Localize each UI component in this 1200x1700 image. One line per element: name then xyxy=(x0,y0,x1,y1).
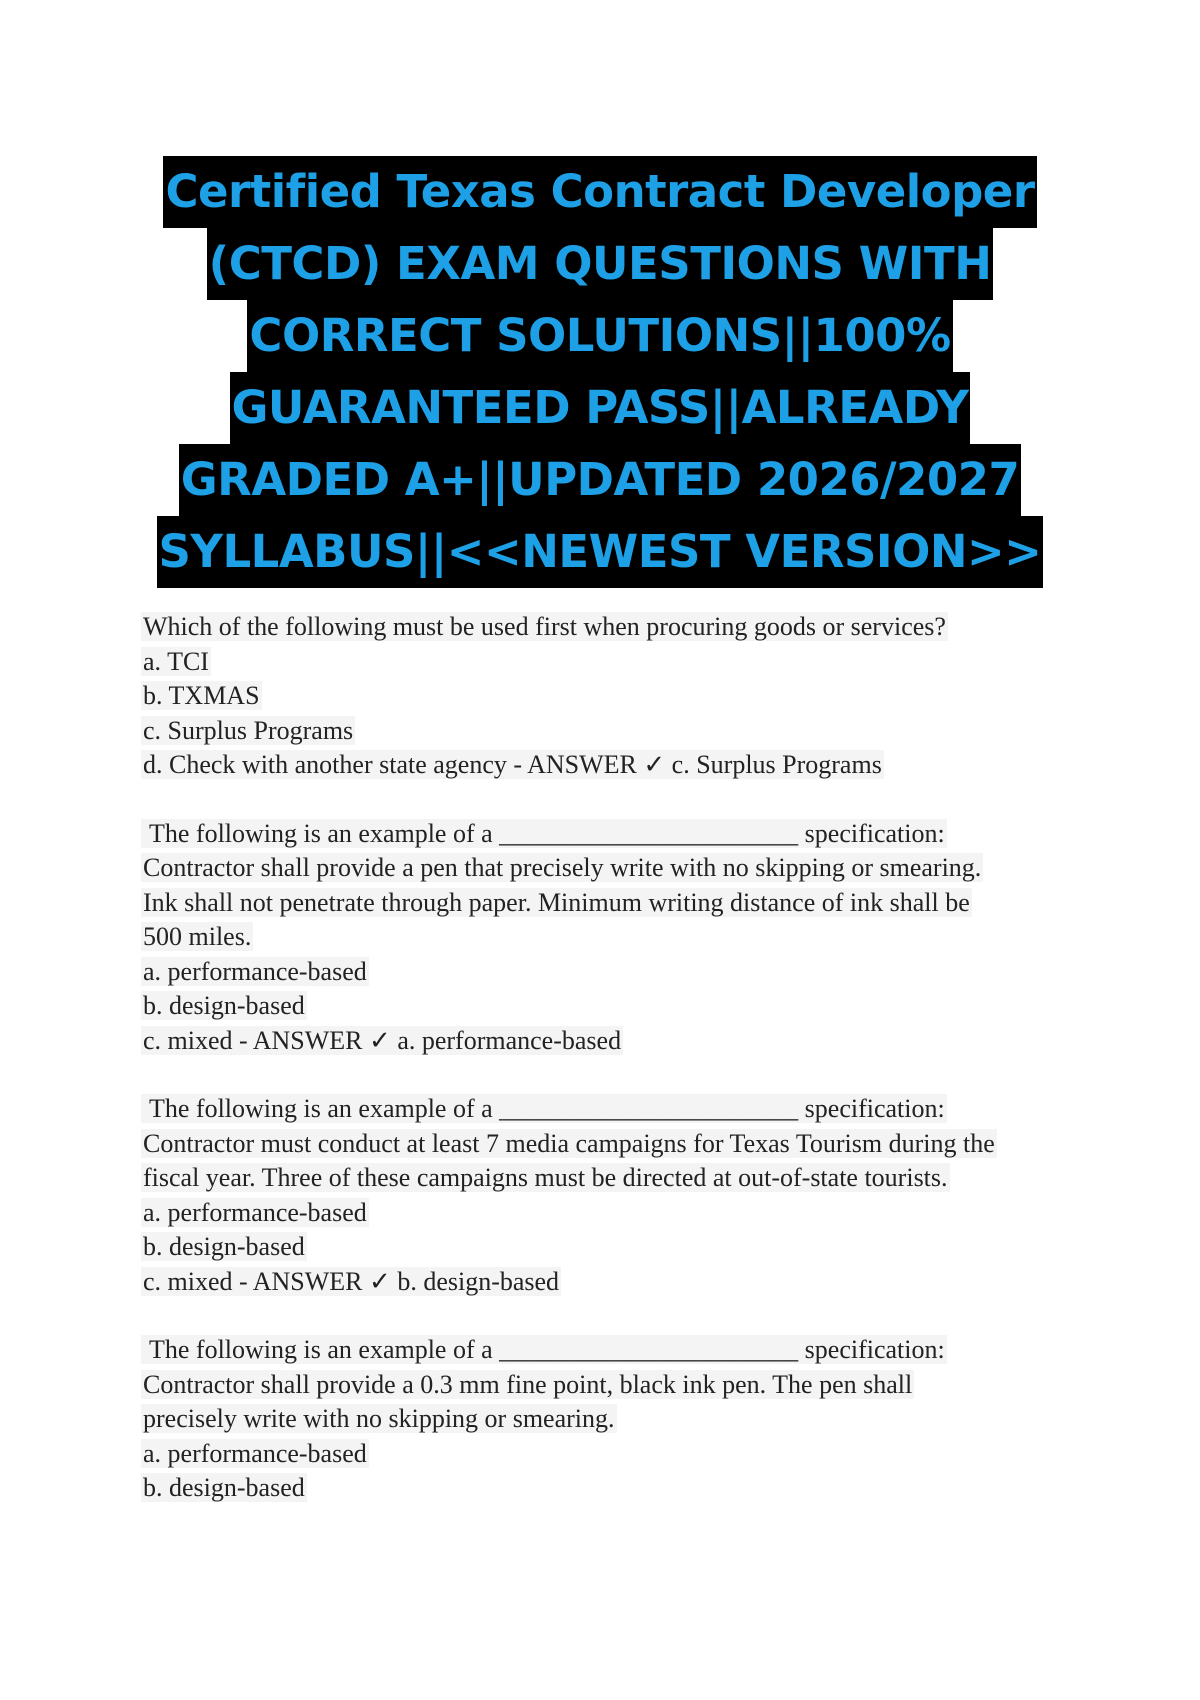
title-line: GUARANTEED PASS||ALREADY xyxy=(0,372,1200,444)
question-3 xyxy=(141,1092,1081,1299)
answer-option-with-answer: c. mixed - ANSWER ✓ b. design-based xyxy=(143,1266,560,1296)
answer-option: a. performance-based xyxy=(143,1197,367,1227)
question-stem: The following is an example of a _______________________ specification: xyxy=(141,1333,1081,1368)
question-list xyxy=(141,610,1081,1540)
title-line: SYLLABUS||<<NEWEST VERSION>> xyxy=(0,516,1200,588)
question-stem: 500 miles. xyxy=(143,922,252,951)
answer-option: c. Surplus Programs xyxy=(143,715,354,745)
answer-option: a. TCI xyxy=(143,646,209,676)
question-stem: Contractor shall provide a pen that precisely write with no skipping or smearing. xyxy=(143,853,982,882)
answer-option-with-answer: c. mixed - ANSWER ✓ a. performance-based xyxy=(143,1025,622,1055)
question-stem: Ink shall not penetrate through paper. Minimum writing distance of ink shall be xyxy=(143,887,970,917)
question-stem: precisely write with no skipping or smearing. xyxy=(143,1404,615,1433)
document-title xyxy=(0,156,1200,588)
answer-option: b. design-based xyxy=(143,991,305,1020)
question-stem: The following is an example of a _______________________ specification: xyxy=(141,1092,1081,1127)
title-line: CORRECT SOLUTIONS||100% xyxy=(0,300,1200,372)
answer-option: a. performance-based xyxy=(143,956,367,986)
title-line: GRADED A+||UPDATED 2026/2027 xyxy=(0,444,1200,516)
question-2 xyxy=(141,817,1081,1059)
question-stem: Which of the following must be used first when procuring goods or services? xyxy=(143,612,946,641)
answer-option: a. performance-based xyxy=(143,1438,367,1468)
question-4 xyxy=(141,1333,1081,1506)
question-stem: The following is an example of a _______________________ specification: xyxy=(141,817,1081,852)
answer-option: b. design-based xyxy=(143,1232,305,1261)
question-stem: fiscal year. Three of these campaigns must be directed at out-of-state tourists. xyxy=(143,1163,948,1192)
answer-option: b. TXMAS xyxy=(143,681,260,710)
title-line: (CTCD) EXAM QUESTIONS WITH xyxy=(0,228,1200,300)
question-1 xyxy=(141,610,1081,783)
answer-option: b. design-based xyxy=(143,1473,305,1502)
answer-option-with-answer: d. Check with another state agency - ANSWER ✓ c. Surplus Programs xyxy=(143,750,882,779)
question-stem: Contractor shall provide a 0.3 mm fine point, black ink pen. The pen shall xyxy=(143,1369,913,1399)
title-line: Certified Texas Contract Developer xyxy=(0,156,1200,228)
question-stem: Contractor must conduct at least 7 media campaigns for Texas Tourism during the xyxy=(143,1128,995,1158)
